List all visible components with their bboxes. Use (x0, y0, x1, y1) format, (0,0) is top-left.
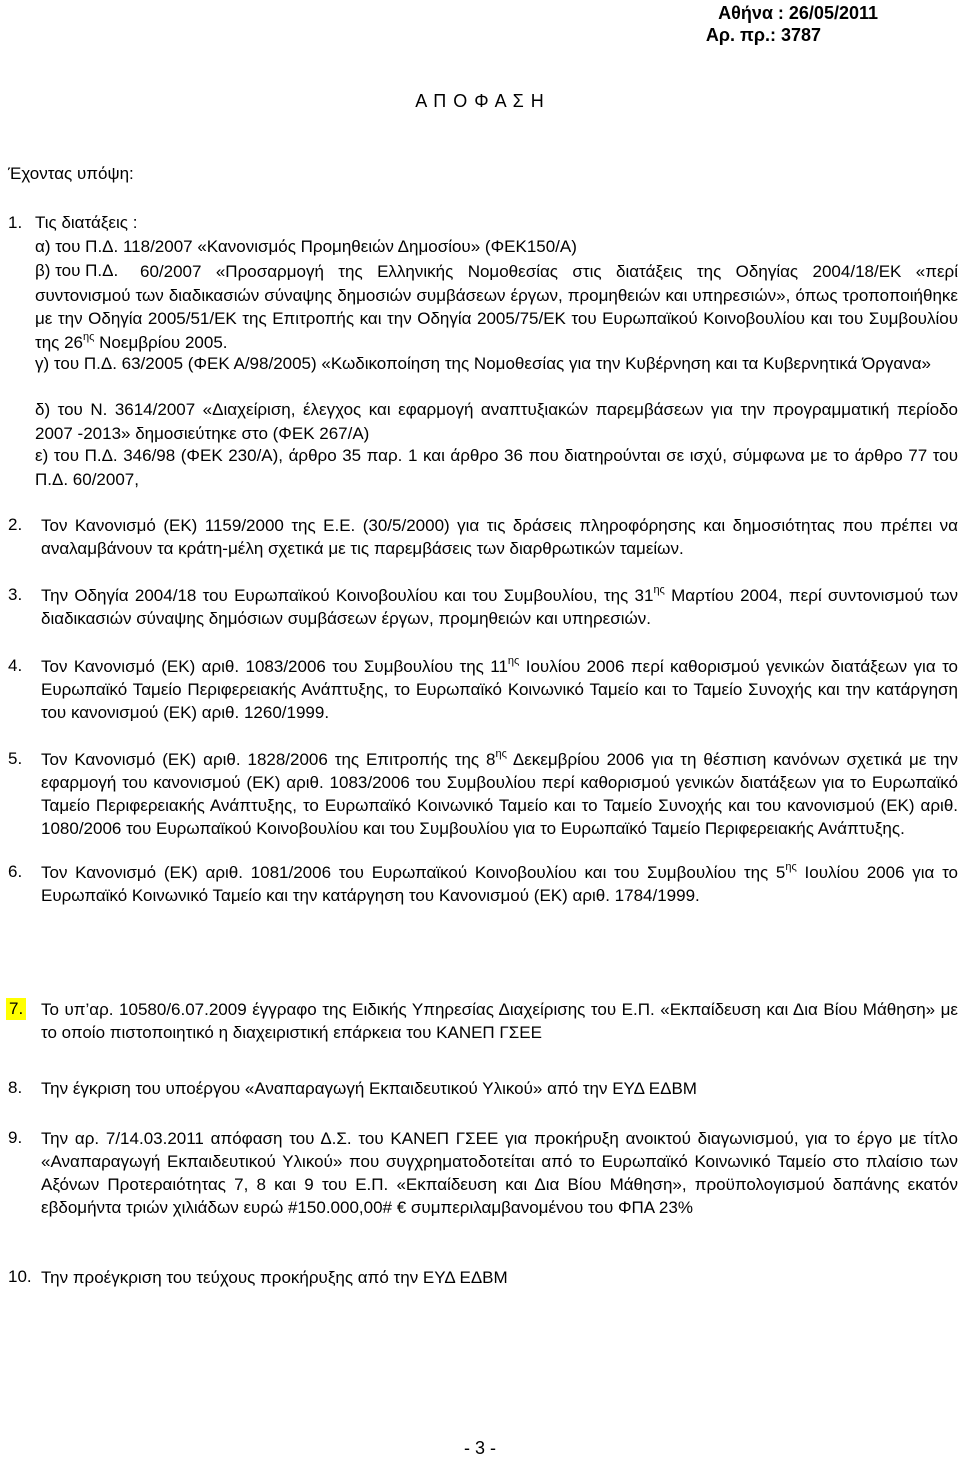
item-5-pre: Τον Κανονισμό (ΕΚ) αριθ. 1828/2006 της Επιτροπής της 8 (41, 750, 496, 769)
item-3-post: Μαρτίου 2004, περί συντονισμού των διαδικασιών σύναψης δημόσιων συμβάσεων έργων, προμηθειών και υπηρεσιών. (41, 586, 958, 628)
item-1-b-text (35, 260, 958, 354)
item-3-pre: Την Οδηγία 2004/18 του Ευρωπαϊκού Κοινοβουλίου και του Συμβουλίου, της 31 (41, 586, 654, 605)
item-3-sup: ης (653, 584, 665, 596)
item-4-text (41, 655, 958, 724)
item-8-text: Την έγκριση του υποέργου «Αναπαραγωγή Εκπαιδευτικού Υλικού» από την ΕΥΔ ΕΔΒΜ (41, 1079, 697, 1098)
item-1-e: ε) του Π.Δ. 346/98 (ΦΕΚ 230/Α), άρθρο 35 παρ. 1 και άρθρο 36 που διατηρούνται σε ισχύ, σύμφωνα με το άρθρο 77 του Π.Δ. 60/2007, (35, 446, 958, 489)
item-1-lead: Τις διατάξεις : (35, 213, 138, 232)
item-1-c: γ) του Π.Δ. 63/2005 (ΦΕΚ Α/98/2005) «Κωδικοποίηση της Νομοθεσίας για την Κυβέρνηση και τα Κυβερνητικά Όργανα» (35, 354, 932, 373)
item-5-sup: ης (495, 748, 507, 760)
item-1-b-sup: ης (83, 330, 95, 343)
item-9-number: 9. (8, 1128, 23, 1147)
considering-heading: Έχοντας υπόψη: (8, 164, 134, 183)
item-4-pre: Τον Κανονισμό (ΕΚ) αριθ. 1083/2006 του Συμβουλίου της 11 (41, 657, 508, 676)
item-4-sup: ης (507, 655, 520, 667)
item-5-number: 5. (8, 749, 23, 768)
decision-title: Α Π Ο Φ Α Σ Η (415, 91, 545, 111)
item-6-sup: ης (785, 861, 797, 873)
item-1-number: 1. (8, 213, 23, 232)
item-10-text: Την προέγκριση του τεύχους προκήρυξης από την ΕΥΔ ΕΔΒΜ (41, 1268, 508, 1287)
item-6-number: 6. (8, 862, 23, 881)
item-1-a: α) του Π.Δ. 118/2007 «Κανονισμός Προμηθειών Δημοσίου» (ΦΕΚ150/Α) (35, 237, 577, 256)
item-1-b-label: β) του Π.Δ. (35, 261, 119, 280)
item-6-text (41, 861, 958, 907)
item-3-number: 3. (8, 585, 23, 604)
item-1-b-tail: Νοεμβρίου 2005. (94, 332, 228, 352)
item-7-number-highlighted: 7. (6, 998, 26, 1020)
item-4-number: 4. (8, 656, 23, 675)
item-7-text: Το υπ’αρ. 10580/6.07.2009 έγγραφο της Ειδικής Υπηρεσίας Διαχείρισης του Ε.Π. «Εκπαίδευση και Δια Βίου Μάθηση» με το οποίο πιστοποιητικό η διαχειριστική επάρκεια του ΚΑΝΕΠ ΓΣΕΕ (41, 1000, 958, 1042)
item-2-number: 2. (8, 515, 23, 534)
item-1-d: δ) του Ν. 3614/2007 «Διαχείριση, έλεγχος και εφαρμογή αναπτυξιακών παρεμβάσεων για την προγραμματική περίοδο 2007 -2013» δημοσιεύτηκε στο (ΦΕΚ 267/Α) (35, 400, 958, 443)
item-2-text: Τον Κανονισμό (ΕΚ) 1159/2000 της Ε.Ε. (30/5/2000) για τις δράσεις πληροφόρησης και δημοσιότητας που πρέπει να αναλαμβάνουν τα κράτη-μέλη σχετικά με τις παρεμβάσεις των διαρθρωτικών ταμείων. (41, 516, 958, 558)
item-3-text (41, 584, 958, 630)
item-10-number: 10. (8, 1267, 32, 1286)
item-4-post: Ιουλίου 2006 περί καθορισμού γενικών διατάξεων για το Ευρωπαϊκό Ταμείο Περιφερειακής Ανάπτυξης, το Ευρωπαϊκό Κοινωνικό Ταμείο και το Ταμείο Συνοχής και την κατάργηση του κανονισμού (ΕΚ) αριθ. 1260/1999. (41, 657, 958, 722)
item-9-text: Την αρ. 7/14.03.2011 απόφαση του Δ.Σ. του ΚΑΝΕΠ ΓΣΕΕ για προκήρυξη ανοικτού διαγωνισμού, για το έργο με τίτλο «Αναπαραγωγή Εκπαιδευτικού Υλικού» που συγχρηματοδοτείται από το Ευρωπαϊκό Κοινωνικό Ταμείο στο πλαίσιο των Αξόνων Προτεραιότητας 7, 8 και 9 του Ε.Π. «Εκπαίδευση και Δια Βίου Μάθηση», προϋπολογισμού δαπάνης εκατόν εβδομήντα τριών χιλιάδων ευρώ #150.000,00# € συμπεριλαμβανομένου του ΦΠΑ 23% (41, 1129, 958, 1217)
page-number: - 3 - (463, 1438, 496, 1458)
item-1-b-body: 60/2007 «Προσαρμογή της Ελληνικής Νομοθεσίας στις διατάξεις της Οδηγίας 2004/18/ΕΚ «περί συντονισμού των διαδικασιών σύναψης δημοσιών συμβάσεων έργων, προμηθειών και υπηρεσιών», όπως τροποποιήθηκε με την Οδηγία 2005/51/ΕΚ της Επιτροπής και την Οδηγία 2005/75/ΕΚ του Ευρωπαϊκού Κοινοβουλίου και του Συμβουλίου της 26 (35, 262, 958, 352)
item-6-post: Ιουλίου 2006 για το Ευρωπαϊκό Κοινωνικό Ταμείο και την κατάργηση του Κανονισμού (ΕΚ) αριθ. 1784/1999. (41, 863, 958, 905)
date-line: Αθήνα : 26/05/2011 (718, 3, 878, 23)
item-8-number: 8. (8, 1078, 23, 1097)
item-5-text (41, 748, 958, 840)
protocol-number: Αρ. πρ.: 3787 (705, 25, 821, 45)
item-6-pre: Τον Κανονισμό (ΕΚ) αριθ. 1081/2006 του Ευρωπαϊκού Κοινοβουλίου και του Συμβουλίου της 5 (41, 863, 786, 882)
item-5-post: Δεκεμβρίου 2006 για τη θέσπιση κανόνων σχετικά με την εφαρμογή του κανονισμού (ΕΚ) αριθ. 1083/2006 του Συμβουλίου περί καθορισμού γενικών διατάξεων για το Ευρωπαϊκό Ταμείο Περιφερειακής Ανάπτυξης, το Ευρωπαϊκό Κοινωνικό Ταμείο και το Ταμείο Συνοχής και του κανονισμού (ΕΚ) αριθ. 1080/2006 του Ευρωπαϊκού Κοινοβουλίου και του Συμβουλίου για το Ευρωπαϊκό Ταμείο Περιφερειακής Ανάπτυξης. (41, 750, 958, 838)
